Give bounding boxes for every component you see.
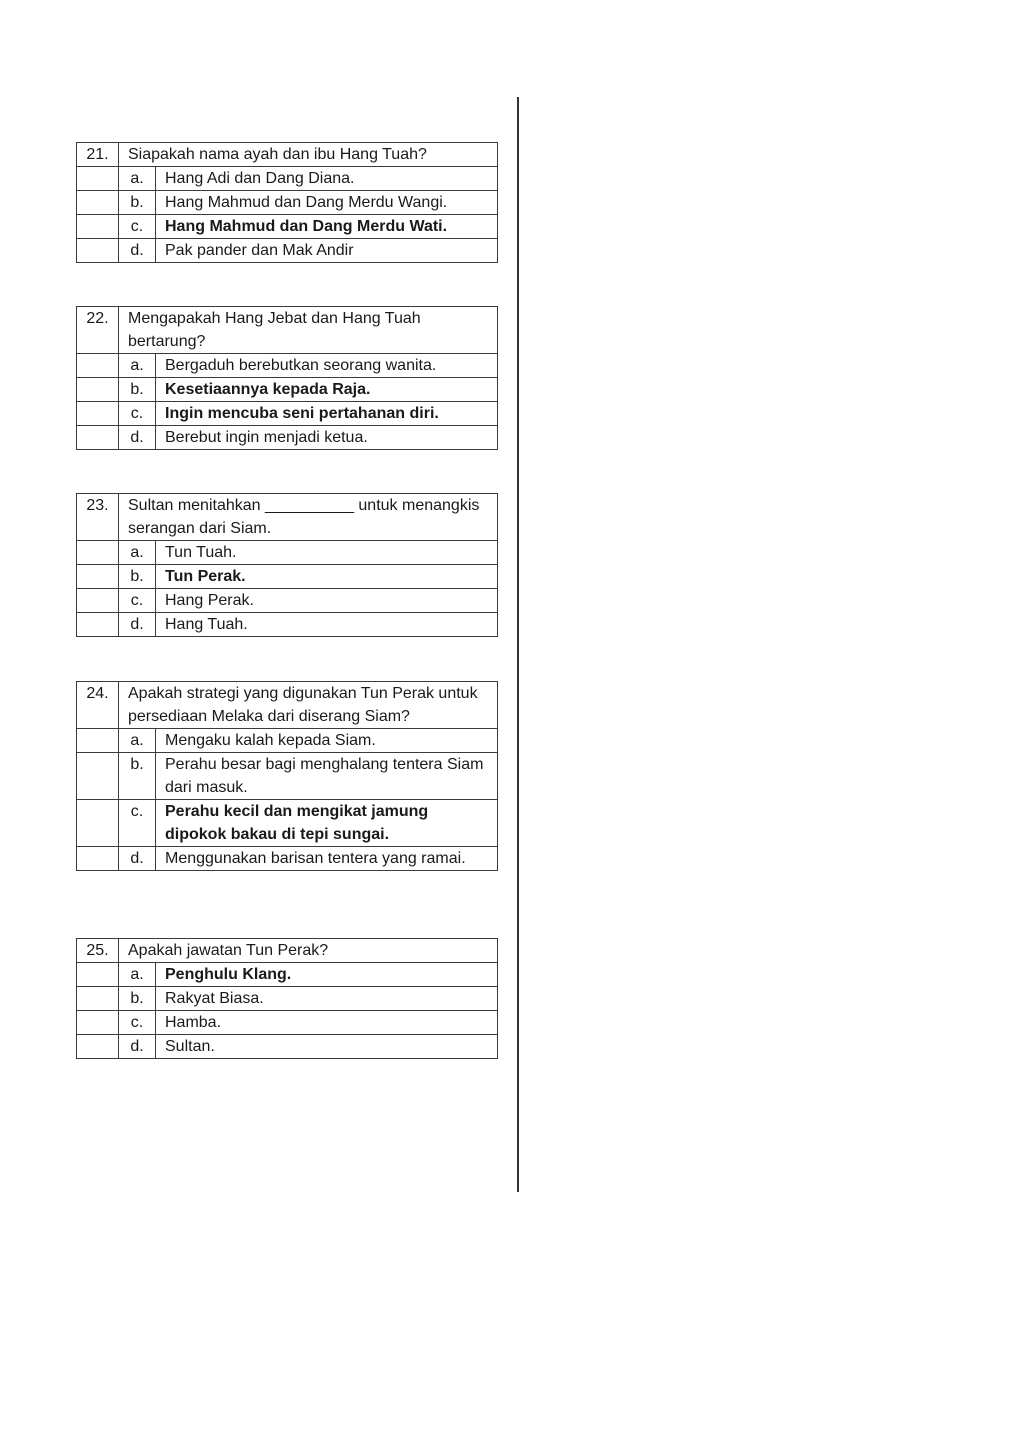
option-row — [77, 239, 498, 263]
option-letter: c. — [119, 1011, 156, 1035]
option-text: Hamba. — [156, 1011, 498, 1035]
empty-cell — [77, 987, 119, 1011]
option-row — [77, 589, 498, 613]
option-letter: c. — [119, 589, 156, 613]
option-row — [77, 215, 498, 239]
option-row — [77, 167, 498, 191]
option-row — [77, 729, 498, 753]
question-row — [77, 939, 498, 963]
empty-cell — [77, 729, 119, 753]
option-text-answer: Penghulu Klang. — [156, 963, 498, 987]
option-letter: d. — [119, 426, 156, 450]
option-text: Tun Tuah. — [156, 541, 498, 565]
question-number: 21. — [77, 143, 119, 167]
empty-cell — [77, 847, 119, 871]
option-text: Hang Adi dan Dang Diana. — [156, 167, 498, 191]
question-text: Mengapakah Hang Jebat dan Hang Tuah bertarung? — [119, 307, 498, 354]
empty-cell — [77, 1011, 119, 1035]
option-text: Sultan. — [156, 1035, 498, 1059]
question-text: Apakah jawatan Tun Perak? — [119, 939, 498, 963]
option-letter: b. — [119, 753, 156, 800]
question-text: Sultan menitahkan __________ untuk menangkis serangan dari Siam. — [119, 494, 498, 541]
option-text-answer: Tun Perak. — [156, 565, 498, 589]
question-24-table — [76, 681, 498, 871]
option-letter: a. — [119, 167, 156, 191]
empty-cell — [77, 541, 119, 565]
question-22-table — [76, 306, 498, 450]
option-row — [77, 565, 498, 589]
empty-cell — [77, 167, 119, 191]
option-text-answer: Ingin mencuba seni pertahanan diri. — [156, 402, 498, 426]
question-number: 25. — [77, 939, 119, 963]
option-letter: a. — [119, 354, 156, 378]
option-row — [77, 402, 498, 426]
option-row — [77, 1035, 498, 1059]
option-letter: b. — [119, 191, 156, 215]
empty-cell — [77, 963, 119, 987]
option-letter: a. — [119, 729, 156, 753]
option-letter: b. — [119, 987, 156, 1011]
option-letter: d. — [119, 1035, 156, 1059]
question-text: Apakah strategi yang digunakan Tun Perak untuk persediaan Melaka dari diserang Siam? — [119, 682, 498, 729]
empty-cell — [77, 191, 119, 215]
question-number: 23. — [77, 494, 119, 541]
option-text: Bergaduh berebutkan seorang wanita. — [156, 354, 498, 378]
empty-cell — [77, 215, 119, 239]
question-number: 22. — [77, 307, 119, 354]
option-row — [77, 354, 498, 378]
option-row — [77, 800, 498, 847]
empty-cell — [77, 239, 119, 263]
empty-cell — [77, 800, 119, 847]
option-row — [77, 987, 498, 1011]
empty-cell — [77, 753, 119, 800]
option-text: Berebut ingin menjadi ketua. — [156, 426, 498, 450]
option-letter: d. — [119, 613, 156, 637]
option-row — [77, 753, 498, 800]
question-23-table — [76, 493, 498, 637]
option-text-answer: Perahu kecil dan mengikat jamung dipokok bakau di tepi sungai. — [156, 800, 498, 847]
option-text: Hang Mahmud dan Dang Merdu Wangi. — [156, 191, 498, 215]
option-text: Mengaku kalah kepada Siam. — [156, 729, 498, 753]
option-row — [77, 426, 498, 450]
column-divider — [517, 97, 519, 1192]
option-text-answer: Kesetiaannya kepada Raja. — [156, 378, 498, 402]
question-row — [77, 494, 498, 541]
option-text: Hang Perak. — [156, 589, 498, 613]
option-row — [77, 1011, 498, 1035]
option-row — [77, 378, 498, 402]
empty-cell — [77, 378, 119, 402]
option-row — [77, 613, 498, 637]
option-letter: b. — [119, 378, 156, 402]
option-letter: a. — [119, 541, 156, 565]
option-letter: b. — [119, 565, 156, 589]
option-letter: d. — [119, 847, 156, 871]
empty-cell — [77, 426, 119, 450]
option-row — [77, 847, 498, 871]
option-letter: c. — [119, 215, 156, 239]
question-25-table — [76, 938, 498, 1059]
question-21-table — [76, 142, 498, 263]
option-text: Pak pander dan Mak Andir — [156, 239, 498, 263]
option-letter: d. — [119, 239, 156, 263]
option-letter: a. — [119, 963, 156, 987]
option-letter: c. — [119, 800, 156, 847]
empty-cell — [77, 565, 119, 589]
question-text: Siapakah nama ayah dan ibu Hang Tuah? — [119, 143, 498, 167]
question-number: 24. — [77, 682, 119, 729]
question-row — [77, 682, 498, 729]
empty-cell — [77, 354, 119, 378]
option-text: Hang Tuah. — [156, 613, 498, 637]
question-row — [77, 307, 498, 354]
option-text: Menggunakan barisan tentera yang ramai. — [156, 847, 498, 871]
empty-cell — [77, 1035, 119, 1059]
option-row — [77, 541, 498, 565]
empty-cell — [77, 613, 119, 637]
question-row — [77, 143, 498, 167]
option-row — [77, 963, 498, 987]
option-letter: c. — [119, 402, 156, 426]
empty-cell — [77, 589, 119, 613]
empty-cell — [77, 402, 119, 426]
option-row — [77, 191, 498, 215]
option-text: Perahu besar bagi menghalang tentera Siam dari masuk. — [156, 753, 498, 800]
option-text-answer: Hang Mahmud dan Dang Merdu Wati. — [156, 215, 498, 239]
option-text: Rakyat Biasa. — [156, 987, 498, 1011]
